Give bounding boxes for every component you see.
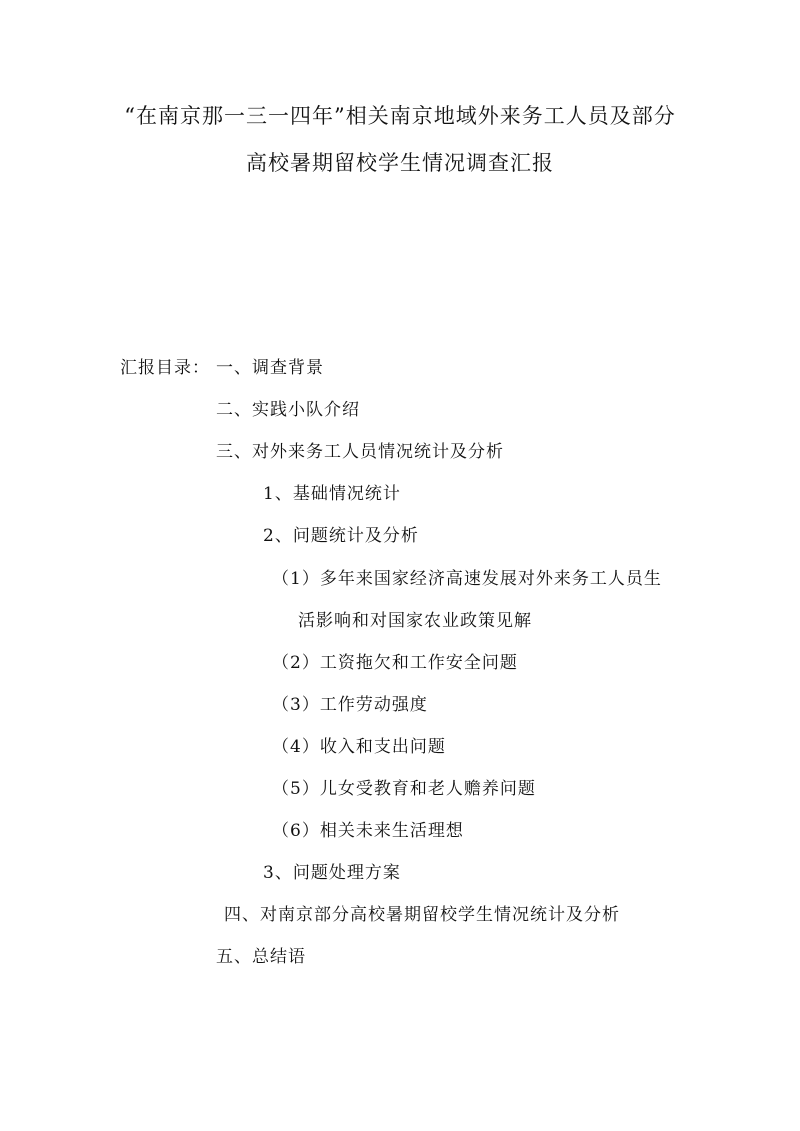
- toc-prefix: 汇报目录：: [120, 358, 210, 378]
- toc-item-3-2-6: （6）相关未来生活理想: [272, 821, 464, 841]
- toc-item-3: 三、对外来务工人员情况统计及分析: [216, 442, 504, 462]
- toc-item-3-2-1: （1）多年来国家经济高速发展对外来务工人员生: [272, 569, 662, 589]
- toc-item-1: 一、调查背景: [216, 358, 324, 378]
- toc-item-3-2-4: （4）收入和支出问题: [272, 737, 446, 757]
- toc-item-4: 四、对南京部分高校暑期留校学生情况统计及分析: [224, 905, 620, 925]
- toc-item-3-3: 3、问题处理方案: [263, 863, 401, 883]
- toc-item-3-2-1-cont: 活影响和对国家农业政策见解: [298, 611, 532, 631]
- toc-item-3-2: 2、问题统计及分析: [263, 526, 419, 546]
- document-title-line-2: 高校暑期留校学生情况调查汇报: [246, 151, 554, 175]
- toc-item-3-2-5: （5）儿女受教育和老人赡养问题: [272, 779, 536, 799]
- toc-item-2: 二、实践小队介绍: [216, 400, 360, 420]
- toc-item-3-2-2: （2）工资拖欠和工作安全问题: [272, 653, 518, 673]
- toc-item-5: 五、总结语: [216, 947, 306, 967]
- toc-item-3-1: 1、基础情况统计: [263, 484, 401, 504]
- document-title-line-1: “在南京那一三一四年”相关南京地域外来务工人员及部分: [124, 104, 676, 128]
- toc-item-3-2-3: （3）工作劳动强度: [272, 695, 428, 715]
